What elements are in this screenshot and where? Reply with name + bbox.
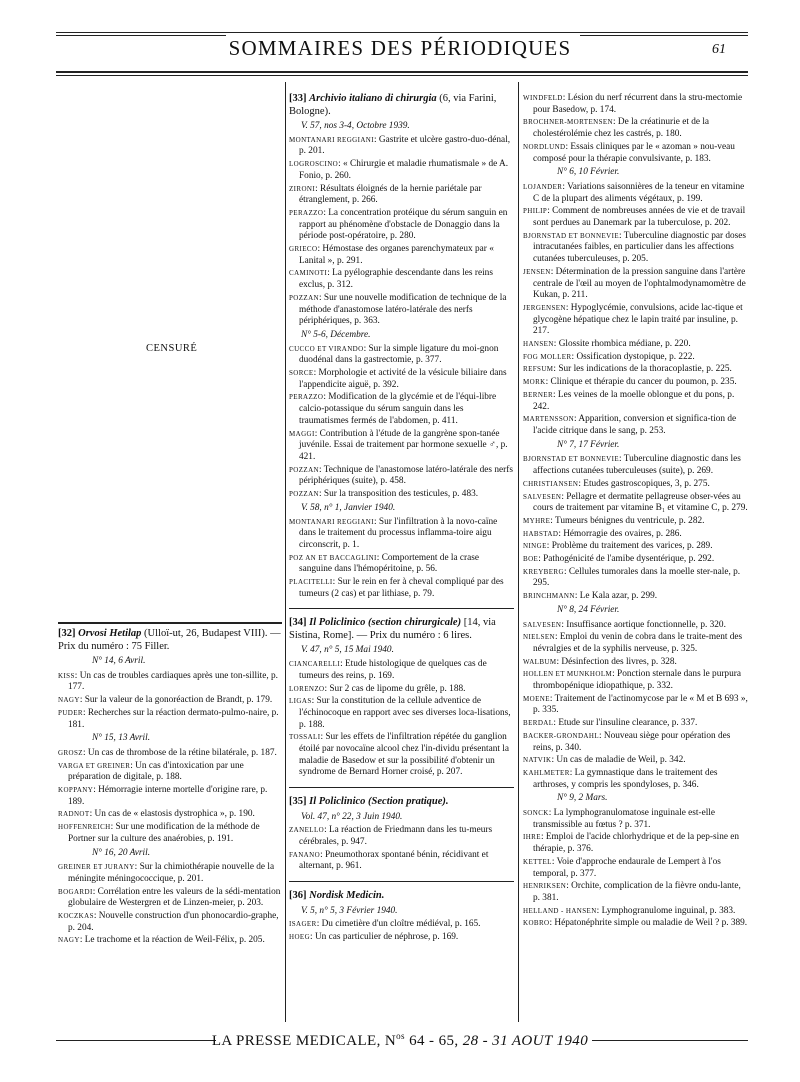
article-author: NAGY [58,936,80,945]
article-author: HANSEN [523,340,554,349]
article-title: : Nouveau siège pour opération des reins, p. 340. [533,730,731,753]
article-title: : Un cas de thrombose de la rétine bilatérale, p. 187. [82,747,277,758]
column-divider-right [518,82,519,1022]
article-entry [523,529,748,541]
article-title: : Sur les indications de la thoracoplastie, p. 225. [553,364,732,375]
article-title: : Pathogénicité de l'amibe dysentérique, p. 292. [538,554,715,565]
issue-heading: V. 5, n° 5, 3 Février 1940. [301,905,398,916]
article-title: : Etudes gastroscopiques, 3, p. 275. [578,478,710,489]
article-title: : Tuberculine diagnostic dans les affections cutanées tuberculeuses (suite), p. 269. [533,454,741,477]
article-title: : Sur la chimiothérapie nouvelle de la méningite méningococcique, p. 201. [68,862,275,884]
article-title: : Corrélation entre les valeurs de la sédi-mentation globulaire de Westergren et de Linzen-meier, p. 203. [68,886,281,909]
article-entry [523,881,748,904]
article-entry [523,768,748,791]
article-author: KOBRO [523,919,550,928]
article-title: : Ponction sternale dans le purpura thrombopénique idiopathique, p. 332. [533,669,741,692]
article-entry [523,93,748,116]
article-author: PHILIP [523,207,548,216]
article-title: : Un cas particulier de néphrose, p. 169. [310,932,459,943]
article-entry [289,684,514,696]
article-author: FANANO [289,850,321,859]
article-author: FOG MOLLER [523,352,572,361]
article-author: MONTANARI REGGIANI [289,135,374,144]
article-entry [289,825,514,848]
article-author: MOENE [523,694,550,703]
article-title: : La pyélographie descendante dans les reins exclus, p. 312. [299,268,493,291]
article-entry [523,339,748,351]
col3-top-entries [523,93,748,165]
article-title: : Modification de la glycémie et de l'équi-libre calcio-potassique du sérum sanguin dans les traumatismes fermés de l'abdomen, p. 411. [299,392,497,426]
article-author: KAHLMETER [523,768,570,777]
article-entry [523,206,748,229]
article-entry [289,659,514,682]
journal-heading-33: [33] Archivio italiano di chirurgia (6, via Farini, Bologne). [289,93,497,117]
article-author: POZZAN [289,490,320,499]
article-author: ZANELLO [289,826,325,835]
article-title: : La gymnastique dans le traitement des arthroses, y compris les spondyloses, p. 346. [533,767,718,790]
article-entry [58,911,282,934]
column-right [523,93,748,931]
article-author: BERDAL [523,719,554,728]
article-title: : Voie d'approche endaurale de Lempert à l'os temporal, p. 377. [533,856,721,879]
article-title: : Sur le rein en fer à cheval compliqué par des tumeurs (2 cas) et par lithiase, p. 79. [299,577,504,599]
article-author: KREYBERG [523,567,564,576]
article-entry [523,117,748,140]
article-author: SORCE [289,369,314,378]
article-title: : Comment de nombreuses années de vie et de travail sont perdues au Danemark par la tuberculose, p. 202. [533,206,746,229]
article-title: : Clinique et thérapie du cancer du poumon, p. 235. [545,377,737,388]
article-title: : La concentration protéique du sérum sanguin en rapport au phénomène d'obstacle de Donaggio dans la période post-opératoire, p. 280. [299,207,508,242]
article-entry [523,142,748,165]
article-author: BROCHNER-MORTENSEN [523,118,614,127]
article-author: LORENZO [289,684,325,693]
article-title: : Emploi du venin de cobra dans le traite-ment des névralgies et de la syphilis nerveuse, p. 325. [533,632,743,654]
article-entry [523,832,748,855]
issue-heading: N° 6, 10 Février. [557,167,620,178]
page-title: SOMMAIRES DES PÉRIODIQUES [228,36,572,60]
article-author: BJORNSTAD ET BONNEVIE [523,231,619,240]
article-author: CIANCARELLI [289,660,341,669]
article-author: POZZAN [289,465,320,474]
article-entry [523,303,748,338]
article-title: : Cellules tumorales dans la moelle ster-nale, p. 295. [533,566,741,589]
article-title: : De la créatinurie et de la cholestérolémie chez les castrés, p. 180. [533,117,710,140]
article-title: : Un cas de maladie de Weil, p. 342. [551,755,686,766]
article-title: : Hépatonéphrite simple ou maladie de Weil ? p. 389. [549,918,748,929]
article-entry [289,268,514,291]
issue-heading: N° 5-6, Décembre. [301,329,371,340]
article-author: RADNOT [58,810,90,819]
article-title: : La lymphogranulomatose inguinale est-elle transmissible au fœtus ? p. 371. [533,808,715,830]
article-title: : Technique de l'anastomose latéro-latérale des nerfs périphériques (suite), p. 458. [299,464,513,487]
article-author: WINDFELD [523,94,563,102]
article-author: LIGAS [289,697,312,706]
article-entry [523,231,748,266]
article-entry [289,368,514,391]
header-rule-bottom-2 [56,75,748,76]
article-title: : « Chirurgie et maladie rhumatismale » de A. Fonio, p. 260. [299,159,509,181]
issue-heading: N° 15, 13 Avril. [92,733,151,744]
article-title: : Un cas d'intoxication par une préparation de digitale, p. 188. [68,760,244,783]
article-author: SALVESEN [523,492,562,501]
journal-heading-32: [32] Orvosi Hetilap (Ulloï-ut, 26, Budapest VIII). — Prix du numéro : 75 Filler. [58,628,281,652]
article-author: ZIRONI [289,184,316,193]
journal-title: Orvosi Hetilap [78,628,142,639]
article-title: : Etude sur l'insuline clearance, p. 337. [553,718,698,729]
article-entry [289,392,514,427]
j35-sections [289,812,514,874]
article-author: BRINCHMANN [523,592,575,601]
article-title: : Essais cliniques par le « azoman » nou-veau composé pour la thérapie convulsivante, p. 183. [533,141,735,164]
issue-heading: V. 58, n° 1, Janvier 1940. [301,502,396,513]
article-entry [523,492,748,515]
article-author: KISS [58,671,75,680]
article-entry [289,344,514,367]
article-entry [58,822,282,845]
article-entry [523,267,748,302]
article-entry [523,567,748,590]
issue-heading: Vol. 47, n° 22, 3 Juin 1940. [301,811,403,822]
article-title: : Comportement de la crase sanguine dans l'hémopéritoine, p. 56. [299,552,480,575]
article-entry [523,454,748,477]
article-author: BACKER-GRONDAHL [523,731,599,740]
article-entry [523,390,748,413]
article-title: : Hémostase des organes parenchymateux par « Lanital », p. 291. [299,244,494,266]
article-author: SALVESEN [523,620,562,629]
article-author: MYHRE [523,516,551,525]
article-title: : Détermination de la pression sanguine dans l'artère centrale de l'œil au moyen de l'ophtalmodynamomètre de Kukan, p. 211. [533,266,746,301]
article-entry [523,731,748,754]
article-author: JERGENSEN [523,303,566,312]
article-title: : Contribution à l'étude de la gangrène spon-tanée juvénile. Essai de traitement par hormone sexuelle ♂, p. 421. [299,428,508,462]
issue-heading: N° 7, 17 Février. [557,439,620,450]
article-title: : Emploi de l'acide chlorhydrique et de la pep-sine en thérapie, p. 376. [533,832,740,855]
article-author: BOGARDI [58,887,93,896]
article-author: HELLAND - HANSEN [523,906,597,915]
article-entry [289,159,514,182]
j34-sections [289,645,514,779]
article-entry [523,591,748,603]
article-entry [523,718,748,730]
article-title: : Pneumothorax spontané bénin, récidivant et alternant, p. 961. [299,849,489,872]
article-author: HABSTAD [523,529,559,538]
article-entry [58,862,282,885]
article-entry [58,935,282,947]
article-entry [58,809,282,821]
issue-heading: V. 47, n° 5, 15 Mai 1940. [301,645,394,656]
article-author: CAMINOTI [289,269,328,278]
issue-heading: V. 57, nos 3-4, Octobre 1939. [301,121,410,131]
article-title: : Sur la transposition des testicules, p. 483. [319,489,479,500]
article-author: NIELSEN [523,633,555,642]
article-author: GRIECO [289,245,318,254]
article-entry [58,887,282,910]
article-entry [289,517,514,552]
article-author: PERAZZO [289,208,324,217]
article-entry [289,244,514,267]
article-entry [523,364,748,376]
article-author: HOEG [289,933,311,942]
article-author: IHRE [523,833,541,842]
article-author: TOSSALI [289,733,321,742]
article-author: ISAGER [289,920,317,929]
article-author: SONCK [523,809,549,818]
article-entry [289,429,514,464]
article-entry [523,808,748,831]
article-author: BERNER [523,390,554,399]
article-author: MAGGI [289,429,315,438]
article-title: : Hypoglycémie, convulsions, acide lac-tique et glycogène hépatique chez le lapin traité par insuline, p. 217. [533,302,743,337]
journal-separator [289,881,514,882]
article-author: KOPPANY [58,786,94,795]
article-title: : Problème du traitement des varices, p. 289. [546,541,713,552]
article-title: : Le trachome et la réaction de Weil-Félix, p. 205. [79,935,265,946]
col3-sections [523,167,748,930]
article-entry [289,932,514,944]
article-entry [289,553,514,576]
article-entry [289,696,514,731]
journal-heading-35: [35] Il Policlinico (Section pratique). [289,796,449,808]
column-middle [289,93,514,945]
article-entry [523,657,748,669]
article-title: : Tumeurs bénignes du ventricule, p. 282. [550,515,705,526]
article-author: NINGE [523,542,547,551]
footer-citation: LA PRESSE MEDICALE, $N^{os}$ 64 - 65, 28 - 31 AOUT 1940 [211,1031,589,1049]
article-author: HENRIKSEN [523,882,567,891]
journal-heading-34: [34] Il Policlinico (section chirurgicale) [14, via Sistina, Rome]. — Prix du numéro : 6 lires. [289,617,496,641]
article-entry [523,857,748,880]
article-entry [289,184,514,207]
article-title: : Hémorragie des ovaires, p. 286. [558,528,682,539]
article-title: : Nouvelle construction d'un phonocardio-graphe, p. 204. [68,911,279,933]
article-author: MORK [523,378,546,387]
article-author: CUCCO ET VIRANDO [289,344,364,353]
article-entry [289,919,514,931]
article-title: : Sur 2 cas de lipome du grêle, p. 188. [324,683,466,694]
article-entry [58,748,282,760]
article-author: LOJANDER [523,182,563,191]
article-title: : Sur la simple ligature du moi-gnon duodénal dans la gastrectomie, p. 377. [299,343,499,366]
article-entry [289,293,514,328]
article-title: : Ossification dystopique, p. 222. [571,351,695,362]
issue-heading: N° 9, 2 Mars. [557,793,608,804]
article-title: : Orchite, complication de la fièvre ondu-lante, p. 381. [533,881,741,903]
journal-separator [289,787,514,788]
article-title: : Morphologie et activité de la vésicule biliaire dans l'appendicite aiguë, p. 392. [299,368,507,390]
article-entry [58,695,282,707]
article-entry [523,352,748,364]
article-title: : Désinfection des livres, p. 328. [556,656,677,667]
article-author: PLACITELLI [289,578,333,587]
article-entry [289,208,514,243]
col1-journal-rule [58,622,282,624]
article-author: WALBUM [523,657,557,666]
article-entry [289,489,514,501]
article-title: : Résultats éloignés de la hernie pariétale par étranglement, p. 266. [299,183,482,206]
article-entry [289,465,514,488]
article-title: : La réaction de Friedmann dans les tu-meurs cérébrales, p. 947. [299,825,493,848]
article-entry [523,620,748,632]
article-author: PERAZZO [289,393,324,402]
article-title: : Traitement de l'actinomycose par le « M et B 693 », p. 335. [533,693,748,716]
page-number: 61 [712,42,726,57]
article-title: : Hémorragie interne mortelle d'origine rare, p. 189. [68,785,268,807]
censure-notice: CENSURÉ [146,343,198,354]
article-title: : Recherches sur la réaction dermato-pulmo-naire, p. 181. [68,707,279,730]
article-entry [523,632,748,655]
article-author: KOCZKAS [58,912,94,921]
article-entry [289,135,514,158]
article-entry [523,669,748,692]
article-title: : Le Kala azar, p. 299. [574,591,658,602]
article-title: : Insuffisance aortique fonctionnelle, p. 320. [561,619,726,630]
article-title: : Tuberculine diagnostic par doses intracutanées faibles, en particulier dans les affections cutanées tuberculeuses, p. 205. [533,230,747,265]
article-entry [523,755,748,767]
article-entry [289,577,514,600]
article-author: LOGROSCINO [289,160,339,169]
article-title: : Gastrite et ulcère gastro-duo-dénal, p. 201. [299,134,511,157]
article-author: BJORNSTAD ET BONNEVIE [523,455,619,464]
journal-separator [289,608,514,609]
article-author: VARGA ET GREINER [58,761,131,770]
issue-heading: N° 14, 6 Avril. [92,656,146,666]
article-entry [523,182,748,205]
article-title: : Sur une modification de la méthode de Portner sur la culture des anaérobies, p. 191. [68,822,260,844]
article-title: : Sur la constitution de la cellule adventice de l'échinocoque en rapport avec ses diverses loca-lisations, p. 188. [299,696,511,730]
j36-sections [289,906,514,944]
article-entry [58,671,282,694]
article-title: : Variations saisonnières de la teneur en vitamine C de la plupart des aliments végétaux, p. 199. [533,181,745,204]
header-rule-top [56,32,748,33]
article-author: POZZAN [289,293,320,302]
article-entry [58,708,282,731]
article-entry [523,541,748,553]
article-title: : Lésion du nerf récurrent dans la stru-mectomie pour Basedow, p. 174. [533,93,743,115]
article-entry [58,761,282,784]
article-author: NATVIK [523,756,552,765]
article-title: : Les veines de la moelle oblongue et du pons, p. 242. [533,389,735,412]
article-title: : Du cimetière d'un cloître médiéval, p. 165. [316,919,481,930]
article-author: HOFFENREICH [58,823,111,832]
article-entry [289,732,514,779]
article-author: POZ AN ET BACCAGLINI [289,553,377,562]
article-title: : Sur une nouvelle modification de technique de la méthode d'anastomose latéro-latérale des nerfs périphériques, p. 363. [299,292,507,327]
article-title: : Un cas de « elastosis dystrophica », p. 190. [89,809,255,820]
article-entry [523,554,748,566]
article-title: : Etude histologique de quelques cas de tumeurs des reins, p. 169. [299,659,487,681]
article-author: MARTENSSON [523,415,575,424]
article-title: : Apparition, conversion et significa-tion de l'acide citrique dans le sang, p. 253. [533,414,737,436]
article-author: GREINER ET JURANY [58,863,135,872]
article-entry [58,785,282,808]
col1-sections [58,656,282,947]
issue-heading: N° 8, 24 Février. [557,604,620,615]
article-title: : Lymphogranulome inguinal, p. 383. [596,905,736,916]
j33-sections [289,121,514,600]
article-author: REFSUM [523,365,554,374]
article-author: CHRISTIANSEN [523,479,579,488]
article-title: : Un cas de troubles cardiaques après une ton-sillite, p. 177. [68,670,278,693]
journal-heading-36: [36] Nordisk Medicin. [289,890,385,902]
article-entry [523,906,748,918]
article-author: HOLLEN ET MUNKHOLM [523,670,613,679]
article-author: JENSEN [523,267,551,276]
article-entry [523,918,748,930]
article-author: KETTEL [523,857,552,866]
article-title: : Sur les effets de l'infiltration répétée du ganglion étoilé par novocaïne alcool chez l'in-dividu présentant la maladie de Basedow et sur la possibilité d'obtenir un syndrome de Bernard Horner croisé, p. 207. [299,732,509,778]
article-entry [523,479,748,491]
article-title: : Sur l'infiltration à la novo-caïne dans le traitement du processus inflamma-toire aigu circonscrit, p. 1. [299,516,498,550]
article-author: GROSZ [58,748,83,757]
article-author: MONTANARI REGGIANI [289,517,374,526]
column-left [58,628,282,948]
article-author: PUDER [58,708,83,717]
article-entry [523,516,748,528]
header-rule-bottom [56,71,748,73]
article-title: : Pellagre et dermatite pellagreuse obser-vées au cours de traitement par vitamine B₁ et vitamine C, p. 279. [533,491,748,514]
article-author: BOE [523,555,539,564]
column-divider-left [285,82,286,1022]
issue-heading: N° 16, 20 Avril. [92,847,151,858]
article-author: NAGY [58,696,80,705]
article-author: NORDLUND [523,142,566,151]
article-title: : Glossite rhombica médiane, p. 220. [553,339,691,350]
article-entry [289,850,514,873]
article-title: : Sur la valeur de la gonoréaction de Brandt, p. 179. [79,695,273,706]
article-entry [523,414,748,437]
article-entry [523,377,748,389]
article-entry [523,694,748,717]
